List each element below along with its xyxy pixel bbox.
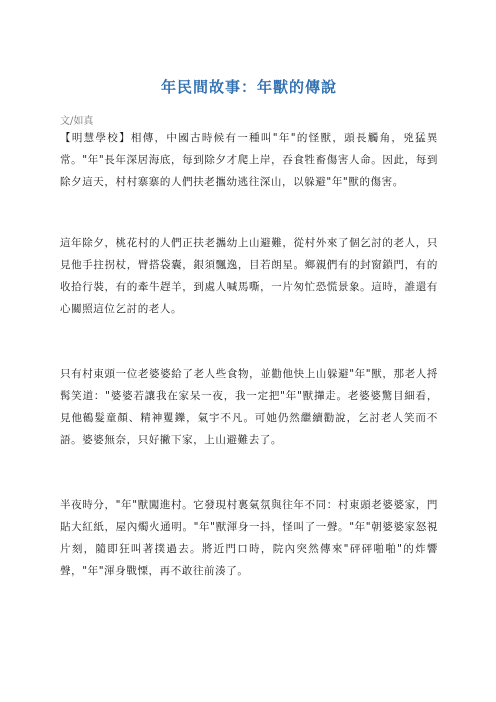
paragraph-2: 這年除夕，桃花村的人們正扶老攜幼上山避難，從村外來了個乞討的老人，只見他手拄拐杖，臂搭袋囊，銀須飄逸，目若朗星。鄉親們有的封窗鎖門，有的收拾行裝，有的牽牛趕羊，到處人喊馬嘶，一片匆忙恐慌景象。這時，誰還有心關照這位乞討的老人。 — [60, 237, 438, 315]
author-line: 文/如真 — [60, 116, 94, 127]
paragraph-4: 半夜時分，"年"獸闖進村。它發現村裏氣氛與往年不同：村東頭老婆婆家，門貼大紅紙，屋內燭火通明。"年"獸渾身一抖，怪叫了一聲。"年"朝婆婆家怒視片刻，隨即狂叫著撲過去。將近門口時，院內突然傳來"砰砰啪啪"的炸響聲，"年"渾身戰慄，再不敢往前湊了。 — [60, 499, 438, 577]
paragraph-3: 只有村東頭一位老婆婆給了老人些食物，並勸他快上山躲避"年"獸，那老人捋髯笑道："婆婆若讓我在家呆一夜，我一定把"年"獸攆走。老婆婆驚目細看，見他鶴髮童顏、精神矍鑠，氣宇不凡。可她仍然繼續勸說，乞討老人笑而不語。婆婆無奈，只好撇下家，上山避難去了。 — [60, 368, 438, 446]
document-title: 年民間故事：年獸的傳說 — [160, 78, 337, 96]
paragraph-1: 【明慧學校】相傳，中國古時候有一種叫"年"的怪獸，頭長觸角，兇猛異常。"年"長年深居海底，每到除夕才爬上岸，吞食牲畜傷害人命。因此，每到除夕這天，村村寨寨的人們扶老攜幼逃往深山，以躲避"年"獸的傷害。 — [60, 132, 438, 188]
